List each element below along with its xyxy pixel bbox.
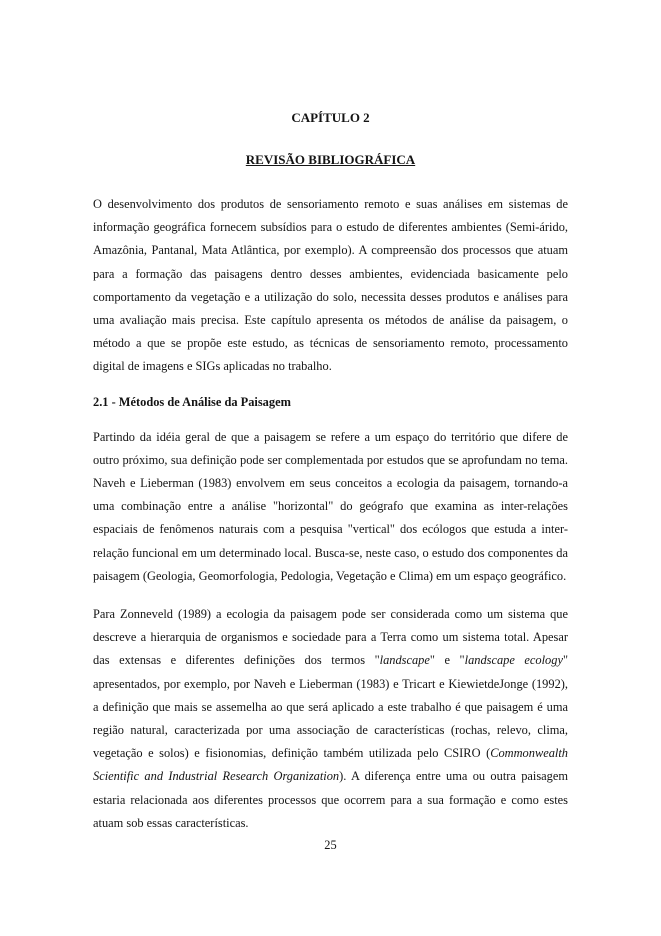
body-paragraph-1: Partindo da idéia geral de que a paisagem se refere a um espaço do território que difere de outro próximo, sua definição pode ser complementada por estudos que se aprofundam no tema. Naveh e Lieberman (1983) envolvem em seus conceitos a ecologia da paisagem, tornando-a uma combinação entre a análise "horizontal" do geógrafo que examina as inter-relações espaciais de fenômenos naturais com a pesquisa "vertical" dos ecólogos que estuda a inter-relação funcional em um determinado local. Busca-se, neste caso, o estudo dos componentes da paisagem (Geologia, Geomorfologia, Pedologia, Vegetação e Clima) em um espaço geográfico. xyxy=(93,429,568,583)
paragraph-text: " e " xyxy=(429,653,465,668)
chapter-label: CAPÍTULO 2 xyxy=(291,110,370,125)
page-number: 25 xyxy=(324,838,337,852)
intro-paragraph: O desenvolvimento dos produtos de sensoriamento remoto e suas análises em sistemas de informação geográfica fornecem subsídios para o estudo de diferentes ambientes (Semi-árido, Amazônia, Pantanal, Mata Atlântica, por exemplo). A compreensão dos processos que atuam para a formação das paisagens dentro desses ambientes, evidenciada basicamente pelo comportamento da vegetação e a utilização do solo, necessita desses produtos e análises para uma avaliação mais precisa. Este capítulo apresenta os métodos de análise da paisagem, o método a que se propõe este estudo, as técnicas de sensoriamento remoto, processamento digital de imagens e SIGs aplicadas no trabalho. xyxy=(93,197,568,374)
paragraph-text: Para Zonneveld (1989) a ecologia da paisagem pode ser considerada como um sistema que descreve a hierarquia de organismos e sociedade para a Terra como um sistema total. Apesar das extensas e diferentes definições dos termos " xyxy=(93,607,568,668)
italic-term: landscape xyxy=(379,653,430,668)
italic-term: Commonwealth Scientific and Industrial Research Organization xyxy=(93,746,568,784)
chapter-title: REVISÃO BIBLIOGRÁFICA xyxy=(245,152,416,167)
body-paragraph-2 xyxy=(93,603,568,835)
italic-term: landscape ecology xyxy=(464,653,563,668)
paragraph-text: " apresentados, por exemplo, por Naveh e Lieberman (1983) e Tricart e KiewietdeJonge (1992), a definição que mais se assemelha ao que será aplicado a este trabalho é que paisagem é uma região natural, caracterizada por uma associação de características (rochas, relevo, clima, vegetação e solos) e fisionomias, definição também utilizada pelo CSIRO ( xyxy=(93,653,569,761)
document-page xyxy=(93,110,568,835)
paragraph-text: ). A diferença entre uma ou outra paisagem estaria relacionada aos diferentes processos que ocorrem para a sua formação e como estes atuam sob essas características. xyxy=(93,769,568,830)
section-heading: 2.1 - Métodos de Análise da Paisagem xyxy=(93,394,291,409)
